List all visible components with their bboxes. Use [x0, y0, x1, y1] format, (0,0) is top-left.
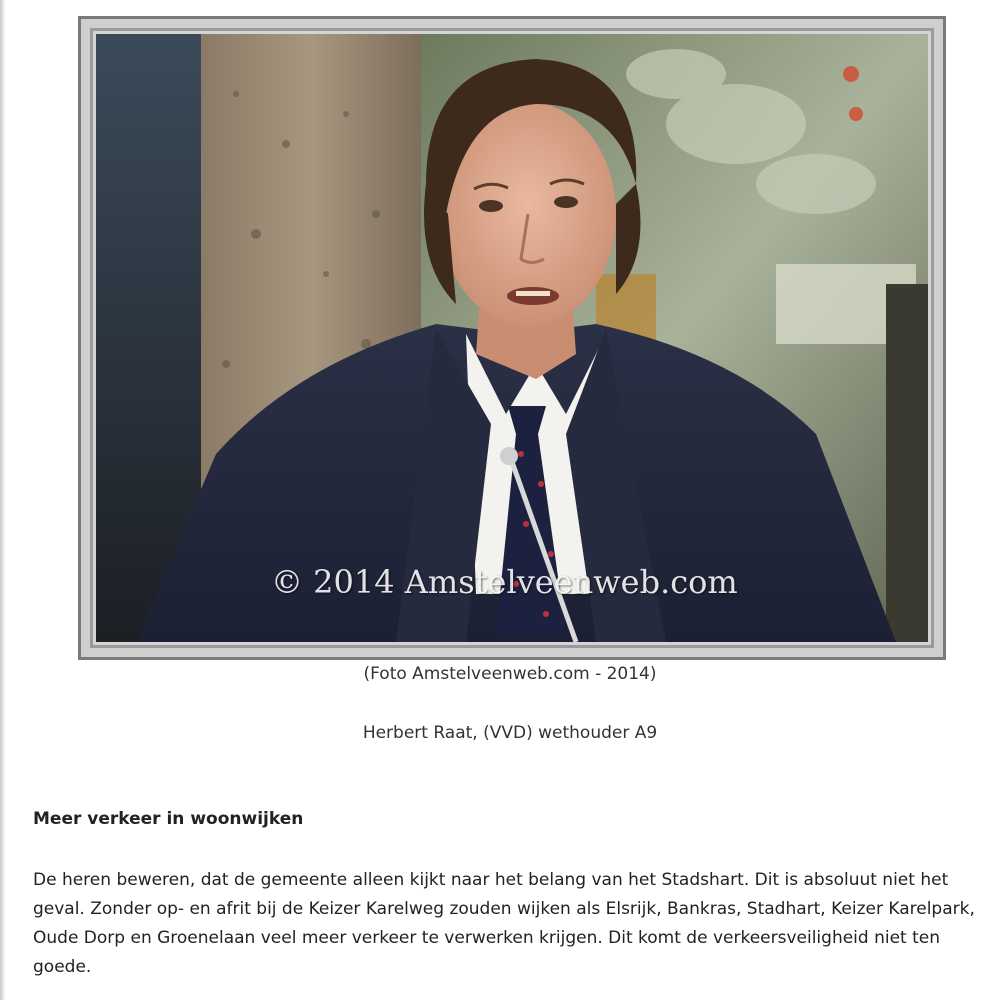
photo-credit-caption: (Foto Amstelveenweb.com - 2014)	[363, 664, 657, 684]
photo-frame	[78, 16, 946, 660]
article-paragraph: De heren beweren, dat de gemeente alleen kijkt naar het belang van het Stadshart. Dit is absoluut niet het geval. Zonder op- en afrit bij de Keizer Karelweg zouden wijken als Elsrijk, Bankras, Stadhart, Keizer Karelpark, Oude Dorp en Groenelaan veel meer verkeer te verwerken krijgen. Dit komt de verkeersveiligheid niet ten goede.	[33, 870, 975, 977]
photo-person-caption: Herbert Raat, (VVD) wethouder A9	[362, 723, 658, 743]
page-edge-shadow	[0, 0, 6, 1000]
photo-watermark: © 2014 Amstelveenweb.com	[271, 563, 738, 601]
photo-illustration	[96, 34, 928, 642]
article-photo	[96, 34, 928, 642]
section-heading: Meer verkeer in woonwijken	[33, 809, 304, 829]
